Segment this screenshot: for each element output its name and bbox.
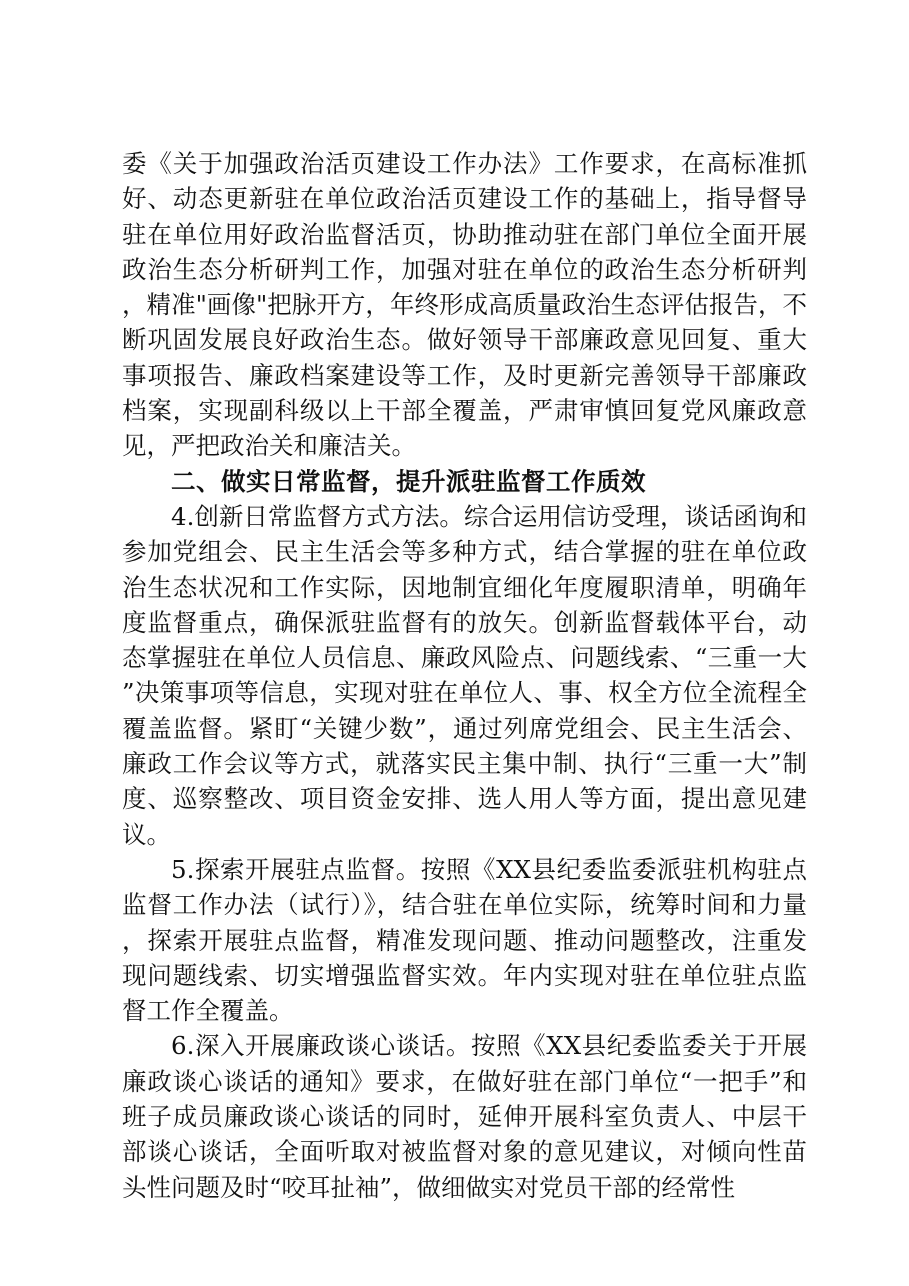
paragraph-item-5: 5.探索开展驻点监督。按照《XX县纪委监委派驻机构驻点监督工作办法（试行）》，结合驻在单位实际，统筹时间和力量，探索开展驻点监督，精准发现问题、推动问题整改，注重发现问题线索、切实增强监督实效。年内实现对驻在单位驻点监督工作全覆盖。 [122,854,807,1026]
paragraph-item-4: 4.创新日常监督方式方法。综合运用信访受理，谈话函询和参加党组会、民主生活会等多种方式，结合掌握的驻在单位政治生态状况和工作实际，因地制宜细化年度履职清单，明确年度监督重点，确保派驻监督有的放矢。创新监督载体平台，动态掌握驻在单位人员信息、廉政风险点、问题线索、“三重一大”决策事项等信息，实现对驻在单位人、事、权全方位全流程全覆盖监督。紧盯“关键少数”，通过列席党组会、民主生活会、廉政工作会议等方式，就落实民主集中制、执行“三重一大”制度、巡察整改、项目资金安排、选人用人等方面，提出意见建议。 [122,501,807,849]
paragraph-political-pages: 委《关于加强政治活页建设工作办法》工作要求，在高标准抓好、动态更新驻在单位政治活页建设工作的基础上，指导督导驻在单位用好政治监督活页，协助推动驻在部门单位全面开展政治生态分析研判工作，加强对驻在单位的政治生态分析研判，精准"画像"把脉开方，年终形成高质量政治生态评估报告，不断巩固发展良好政治生态。做好领导干部廉政意见回复、重大事项报告、廉政档案建设等工作，及时更新完善领导干部廉政档案，实现副科级以上干部全覆盖，严肃审慎回复党风廉政意见，严把政治关和廉洁关。 [122,149,807,461]
document-body [122,146,807,1205]
paragraph-item-6: 6.深入开展廉政谈心谈话。按照《XX县纪委监委关于开展廉政谈心谈话的通知》要求，在做好驻在部门单位“一把手”和班子成员廉政谈心谈话的同时，延伸开展科室负责人、中层干部谈心谈话，全面听取对被监督对象的意见建议，对倾向性苗头性问题及时“咬耳扯袖”，做细做实对党员干部的经常性 [122,1031,807,1202]
section-heading-daily-supervision: 二、做实日常监督，提升派驻监督工作质效 [171,466,646,496]
